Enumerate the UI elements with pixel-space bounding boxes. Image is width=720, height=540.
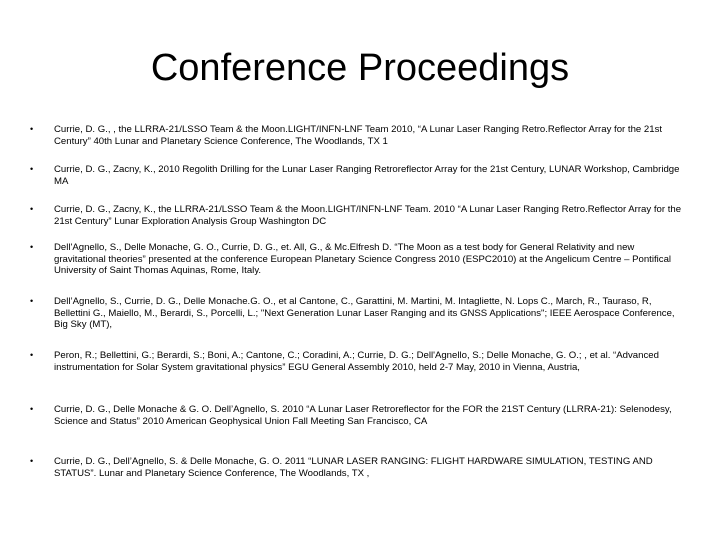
- citation-text: Currie, D. G., Zacny, K., the LLRRA-21/LSSO Team & the Moon.LIGHT/INFN-LNF Team. 2010 “A Lunar Laser Ranging Retro.Reflector Array for the 21st Century” Lunar Exploration Analysis Group Washington DC: [54, 204, 682, 227]
- citation-text: Dell’Agnello, S., Currie, D. G., Delle Monache.G. O., et al Cantone, C., Garattini, M. Martini, M. Intagliette, N. Lops C., March, R., Tauraso, R, Bellettini G., Maiello, M., Berardi, S., Porcelli, L.; "Next Generation Lunar Laser Ranging and its GNSS Applications"; IEEE Aerospace Conference, Big Sky (MT),: [54, 296, 675, 330]
- page-title: Conference Proceedings: [150, 47, 570, 89]
- citation-text: Currie, D. G., , the LLRRA-21/LSSO Team & the Moon.LIGHT/INFN-LNF Team 2010, “A Lunar Laser Ranging Retro.Reflector Array for the 21st Century” 40th Lunar and Planetary Science Conference, The Woodlands, TX 1: [54, 124, 663, 147]
- bullet-icon: •: [30, 164, 34, 174]
- bullet-icon: •: [30, 456, 34, 466]
- bullet-icon: •: [30, 124, 34, 134]
- citation-text: Dell'Agnello, S., Delle Monache, G. O., Currie, D. G., et. All, G., & Mc.Elfresh D. “The Moon as a test body for General Relativity and new gravitational theories” presented at the conference European Planetary Science Congress 2010 (ESPC2010) at the Angelicum Centre – Pontifical University of Saint Thomas Aquinas, Rome, Italy.: [54, 242, 672, 276]
- citation-text: Currie, D. G., Dell’Agnello, S. & Delle Monache, G. O. 2011 “LUNAR LASER RANGING: FLIGHT HARDWARE SIMULATION, TESTING AND STATUS”. Lunar and Planetary Science Conference, The Woodlands, TX ,: [54, 456, 653, 479]
- citation-text: Currie, D. G., Zacny, K., 2010 Regolith Drilling for the Lunar Laser Ranging Retroreflector Array for the 21st Century, LUNAR Workshop, Cambridge MA: [54, 164, 680, 187]
- bullet-icon: •: [30, 296, 34, 306]
- bullet-icon: •: [30, 242, 34, 252]
- bullet-icon: •: [30, 204, 34, 214]
- citation-text: Peron, R.; Bellettini, G.; Berardi, S.; Boni, A.; Cantone, C.; Coradini, A.; Currie, D. G.; Dell'Agnello, S.; Delle Monache, G. O.; , et al. “Advanced instrumentation for Solar System gravitational physics” EGU General Assembly 2010, held 2-7 May, 2010 in Vienna, Austria,: [54, 350, 659, 373]
- citation-text: Currie, D. G., Delle Monache & G. O. Dell’Agnello, S. 2010 “A Lunar Laser Retroreflector for the FOR the 21ST Century (LLRRA-21): Selenodesy, Science and Status” 2010 American Geophysical Union Fall Meeting San Francisco, CA: [54, 404, 672, 427]
- bullet-icon: •: [30, 404, 34, 414]
- bullet-icon: •: [30, 350, 34, 360]
